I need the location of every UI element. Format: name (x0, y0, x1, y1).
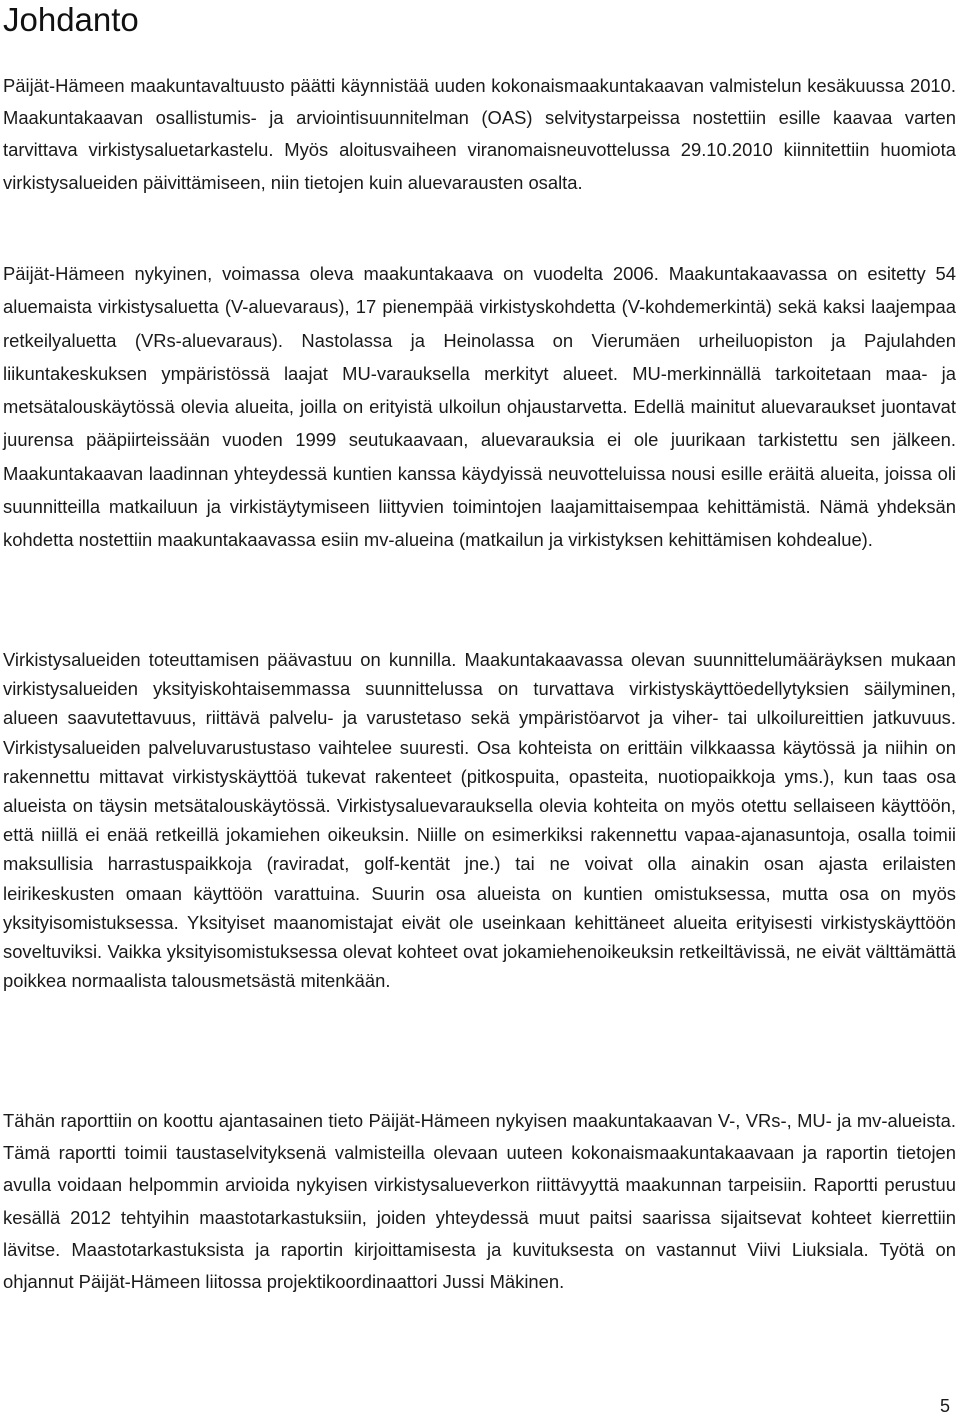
paragraph-current-plan: Päijät-Hämeen nykyinen, voimassa oleva maakuntakaava on vuodelta 2006. Maakuntakaavassa on esitetty 54 aluemaista virkistysaluetta (V-aluevaraus), 17 pienempää virkistyskohdetta (V-kohdemerkintä) sekä kaksi laajempaa retkeilyaluetta (VRs-aluevaraus). Nastolassa ja Heinolassa on Vierumäen urheiluopiston ja Pajulahden liikuntakeskuksen ympäristössä laajat MU-varauksella merkityt alueet. MU-merkinnällä tarkoitetaan maa- ja metsätalouskäytössä olevia alueita, joilla on erityistä ulkoilun ohjaustarvetta. Edellä mainitut aluevaraukset juontavat juurensa pääpiirteissään vuoden 1999 seutukaavaan, aluevarauksia ei ole juurikaan tarkistettu sen jälkeen. Maakuntakaavan laadinnan yhteydessä kuntien kanssa käydyissä neuvotteluissa nousi esille eräitä alueita, joissa oli suunnitteilla matkailuun ja virkistäytymiseen liittyvien toimintojen laajamittaisempaa kehittämistä. Nämä yhdeksän kohdetta nostettiin maakuntakaavassa esiin mv-alueina (matkailun ja virkistyksen kehittämisen kohdealue). (3, 263, 956, 551)
page-number: 5 (939, 1396, 950, 1416)
paragraph-intro: Päijät-Hämeen maakuntavaltuusto päätti käynnistää uuden kokonaismaakuntakaavan valmistelun kesäkuussa 2010. Maakuntakaavan osallistumis- ja arviointisuunnitelman (OAS) selvitystarpeissa nostettiin esille kaavaa varten tarvittava virkistysaluetarkastelu. Myös aloitusvaiheen viranomaisneuvottelussa 29.10.2010 kiinnitettiin huomiota virkistysalueiden päivittämiseen, niin tietojen kuin aluevarausten osalta. (3, 75, 956, 193)
paragraph-responsibility: Virkistysalueiden toteuttamisen päävastuu on kunnilla. Maakuntakaavassa olevan suunnittelumääräyksen mukaan virkistysalueiden yksityiskohtaisemmassa suunnittelussa on turvattava virkistyskäyttöedellytyksien säilyminen, alueen saavutettavuus, riittävä palvelu- ja varustetaso sekä ympäristöarvot ja viher- tai ulkoilureittien jatkuvuus. Virkistysalueiden palveluvarustustaso vaihtelee suuresti. Osa kohteista on erittäin vilkkaassa käytössä ja niihin on rakennettu mittavat virkistyskäyttöä tukevat rakenteet (pitkospuita, opasteita, nuotiopaikkoja yms.), kun taas osa alueista on täysin metsätalouskäytössä. Virkistysaluevarauksella olevia kohteita on myös otettu sellaiseen käyttöön, että niillä ei enää retkeillä jokamiehen oikeuksin. Niille on esimerkiksi rakennettu vapaa-ajanasuntoja, osalla toimii maksullisia harrastuspaikkoja (raviradat, golf-kentät jne.) tai ne voivat olla ainakin osan ajasta erilaisten leirikeskusten omaan käyttöön varattuina. Suurin osa alueista on kuntien omistuksessa, mutta osa on myös yksityisomistuksessa. Yksityiset maanomistajat eivät ole useinkaan kehittäneet alueita erityisesti virkistyskäyttöön soveltuviksi. Vaikka yksityisomistuksessa olevat kohteet ovat jokamiehenoikeuksin retkeiltävissä, ne eivät välttämättä poikkea normaalista talousmetsästä mitenkään. (3, 649, 956, 992)
paragraph-report: Tähän raporttiin on koottu ajantasainen tieto Päijät-Hämeen nykyisen maakuntakaavan V-, VRs-, MU- ja mv-alueista. Tämä raportti toimii taustaselvityksenä valmisteilla olevaan uuteen kokonaismaakuntakaavaan ja raportin tietojen avulla voidaan helpommin arvioida nykyisen virkistysalueverkon riittävyyttä maakunnan tarpeisiin. Raportti perustuu kesällä 2012 tehtyihin maastotarkastuksiin, joiden yhteydessä muut paitsi saarissa sijaitsevat kohteet kierrettiin lävitse. Maastotarkastuksista ja raportin kirjoittamisesta ja kuvituksesta on vastannut Viivi Liuksiala. Työtä on ohjannut Päijät-Hämeen liitossa projektikoordinaattori Jussi Mäkinen. (3, 1110, 956, 1293)
page-title: Johdanto (3, 1, 139, 38)
